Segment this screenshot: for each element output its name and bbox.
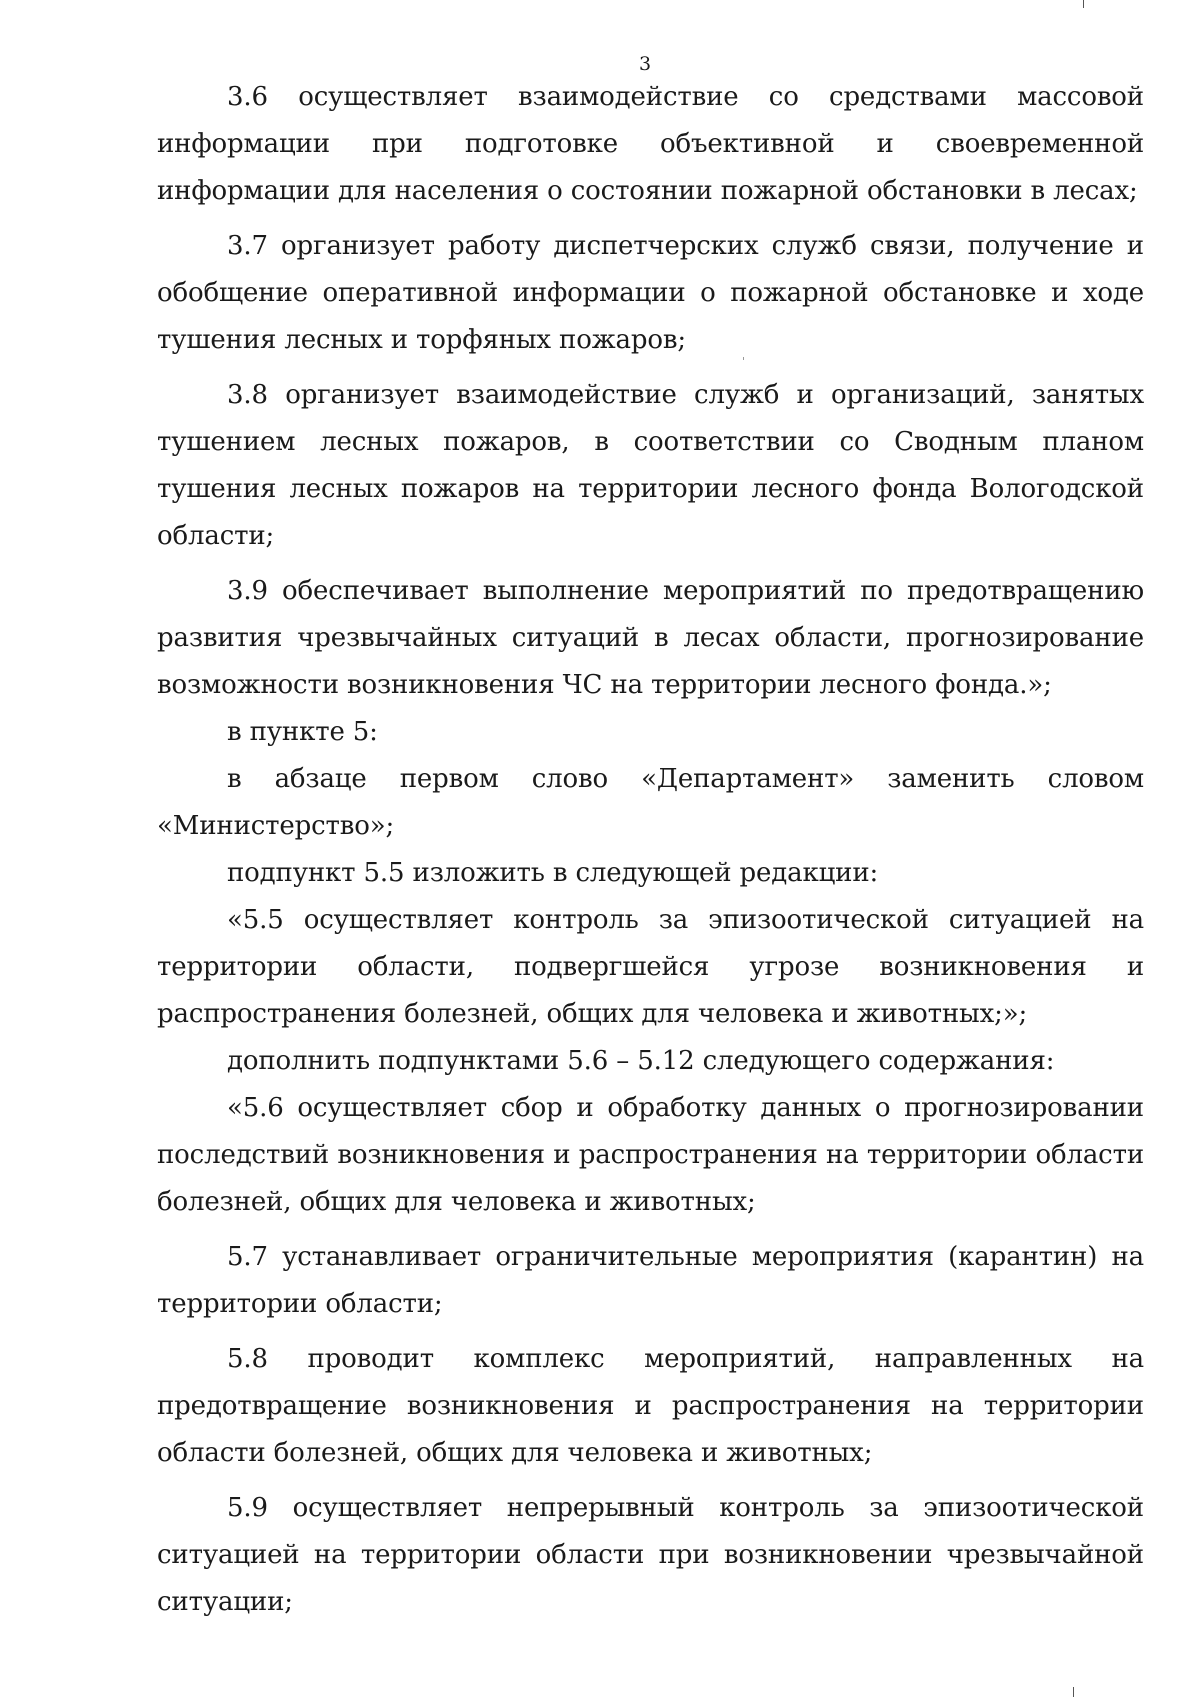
- paragraph-5-8: 5.8 проводит комплекс мероприятий, направленных на предотвращение возникновения и распространения на территории области болезней, общих для человека и животных;: [157, 1344, 1144, 1468]
- paragraph-5-7: 5.7 устанавливает ограничительные мероприятия (карантин) на территории области;: [157, 1242, 1144, 1319]
- paragraph-5-5: «5.5 осуществляет контроль за эпизоотической ситуацией на территории области, подвергшейся угрозе возникновения и распространения болезней, общих для человека и животных;»;: [157, 905, 1144, 1029]
- document-body: [157, 74, 1144, 1626]
- paragraph-5-9: 5.9 осуществляет непрерывный контроль за эпизоотической ситуацией на территории области при возникновении чрезвычайной ситуации;: [157, 1493, 1144, 1617]
- scan-mark-bottom: [1073, 1687, 1074, 1697]
- paragraph-3-9: 3.9 обеспечивает выполнение мероприятий по предотвращению развития чрезвычайных ситуаций в лесах области, прогнозирование возможности возникновения ЧС на территории лесного фонда.»;: [157, 576, 1144, 700]
- paragraph-item-5: в пункте 5:: [227, 717, 378, 747]
- paragraph-subitem-5-5-intro: подпункт 5.5 изложить в следующей редакции:: [227, 858, 879, 888]
- paragraph-3-6: 3.6 осуществляет взаимодействие со средствами массовой информации при подготовке объективной и своевременной информации для населения о состоянии пожарной обстановки в лесах;: [157, 82, 1144, 206]
- paragraph-first-abzac: в абзаце первом слово «Департамент» заменить словом «Министерство»;: [157, 764, 1144, 841]
- paragraph-3-7: 3.7 организует работу диспетчерских служб связи, получение и обобщение оперативной информации о пожарной обстановке и ходе тушения лесных и торфяных пожаров;: [157, 231, 1144, 355]
- paragraph-supplement-intro: дополнить подпунктами 5.6 – 5.12 следующего содержания:: [227, 1046, 1055, 1076]
- paragraph-3-8: 3.8 организует взаимодействие служб и организаций, занятых тушением лесных пожаров, в соответствии со Сводным планом тушения лесных пожаров на территории лесного фонда Вологодской области;: [157, 380, 1144, 551]
- scan-mark-top: [1083, 0, 1084, 8]
- paragraph-5-6: «5.6 осуществляет сбор и обработку данных о прогнозировании последствий возникновения и распространения на территории области болезней, общих для человека и животных;: [157, 1093, 1144, 1217]
- page-number: 3: [638, 53, 652, 75]
